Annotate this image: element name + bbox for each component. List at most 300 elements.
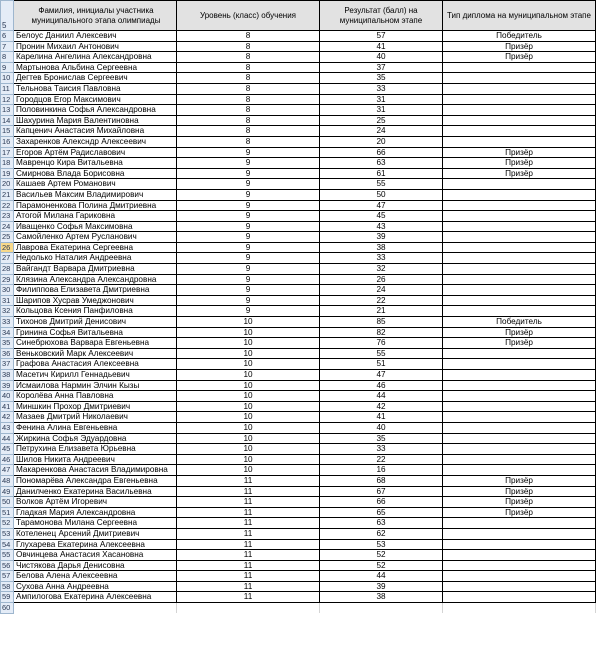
cell-diploma[interactable] xyxy=(443,242,596,253)
cell-grade[interactable]: 9 xyxy=(177,168,320,179)
table-row[interactable] xyxy=(1,105,596,116)
row-number[interactable]: 55 xyxy=(1,550,14,561)
cell-grade[interactable]: 9 xyxy=(177,158,320,169)
cell-diploma[interactable]: Победитель xyxy=(443,317,596,328)
row-number[interactable]: 18 xyxy=(1,158,14,169)
row-number[interactable]: 28 xyxy=(1,264,14,275)
row-number[interactable]: 58 xyxy=(1,581,14,592)
cell-name[interactable]: Мавренцо Кира Витальевна xyxy=(14,158,177,169)
cell-name[interactable]: Миншкин Прохор Дмитриевич xyxy=(14,401,177,412)
table-row[interactable] xyxy=(1,232,596,243)
cell-grade[interactable]: 9 xyxy=(177,147,320,158)
cell-name[interactable]: Клязина Александра Александровна xyxy=(14,274,177,285)
table-row-empty[interactable] xyxy=(1,603,596,614)
header-diploma[interactable]: Тип диплома на муниципальном этапе xyxy=(443,1,596,31)
cell-score[interactable]: 24 xyxy=(320,285,443,296)
table-row[interactable] xyxy=(1,115,596,126)
table-row[interactable] xyxy=(1,126,596,137)
table-row[interactable] xyxy=(1,31,596,42)
table-row[interactable] xyxy=(1,528,596,539)
cell-grade[interactable]: 9 xyxy=(177,211,320,222)
cell-diploma[interactable] xyxy=(443,232,596,243)
cell-diploma[interactable] xyxy=(443,179,596,190)
cell-diploma[interactable] xyxy=(443,592,596,603)
table-row[interactable] xyxy=(1,295,596,306)
empty-cell[interactable] xyxy=(14,603,177,614)
row-number[interactable]: 19 xyxy=(1,168,14,179)
cell-score[interactable]: 20 xyxy=(320,136,443,147)
cell-name[interactable]: Тихонов Дмитрий Денисович xyxy=(14,317,177,328)
cell-name[interactable]: Дегтев Бронислав Сергеевич xyxy=(14,73,177,84)
cell-name[interactable]: Пономарёва Александра Евгеньевна xyxy=(14,475,177,486)
cell-score[interactable]: 40 xyxy=(320,52,443,63)
cell-diploma[interactable] xyxy=(443,370,596,381)
cell-grade[interactable]: 8 xyxy=(177,62,320,73)
cell-diploma[interactable] xyxy=(443,94,596,105)
cell-diploma[interactable] xyxy=(443,83,596,94)
table-row[interactable] xyxy=(1,380,596,391)
cell-name[interactable]: Парамоненкова Полина Дмитриевна xyxy=(14,200,177,211)
row-number[interactable]: 23 xyxy=(1,211,14,222)
row-number[interactable]: 17 xyxy=(1,147,14,158)
cell-score[interactable]: 82 xyxy=(320,327,443,338)
table-row[interactable] xyxy=(1,179,596,190)
cell-name[interactable]: Гринина Софья Витальевна xyxy=(14,327,177,338)
row-number[interactable]: 38 xyxy=(1,370,14,381)
cell-diploma[interactable] xyxy=(443,401,596,412)
row-number[interactable]: 52 xyxy=(1,518,14,529)
cell-score[interactable]: 21 xyxy=(320,306,443,317)
cell-name[interactable]: Шахурина Мария Валентиновна xyxy=(14,115,177,126)
cell-score[interactable]: 44 xyxy=(320,571,443,582)
cell-diploma[interactable] xyxy=(443,126,596,137)
cell-diploma[interactable]: Призёр xyxy=(443,327,596,338)
table-row[interactable] xyxy=(1,136,596,147)
cell-name[interactable]: Шарипов Хусрав Умеджонович xyxy=(14,295,177,306)
cell-diploma[interactable] xyxy=(443,348,596,359)
cell-grade[interactable]: 11 xyxy=(177,475,320,486)
row-number[interactable]: 36 xyxy=(1,348,14,359)
cell-grade[interactable]: 11 xyxy=(177,560,320,571)
table-row[interactable] xyxy=(1,444,596,455)
cell-grade[interactable]: 8 xyxy=(177,31,320,42)
table-row[interactable] xyxy=(1,518,596,529)
cell-score[interactable]: 85 xyxy=(320,317,443,328)
cell-score[interactable]: 26 xyxy=(320,274,443,285)
cell-score[interactable]: 32 xyxy=(320,264,443,275)
cell-name[interactable]: Белоус Даниил Алексевич xyxy=(14,31,177,42)
cell-grade[interactable]: 9 xyxy=(177,221,320,232)
table-row[interactable] xyxy=(1,264,596,275)
cell-grade[interactable]: 11 xyxy=(177,539,320,550)
cell-name[interactable]: Капценич Анастасия Михайловна xyxy=(14,126,177,137)
empty-cell[interactable] xyxy=(320,603,443,614)
cell-name[interactable]: Ампилогова Екатерина Алексеевна xyxy=(14,592,177,603)
cell-name[interactable]: Чистякова Дарья Денисовна xyxy=(14,560,177,571)
row-number[interactable]: 42 xyxy=(1,412,14,423)
cell-score[interactable]: 62 xyxy=(320,528,443,539)
table-row[interactable] xyxy=(1,147,596,158)
cell-name[interactable]: Захаренков Алексндр Алексеевич xyxy=(14,136,177,147)
row-number[interactable]: 12 xyxy=(1,94,14,105)
cell-score[interactable]: 42 xyxy=(320,401,443,412)
cell-name[interactable]: Жиркина Софья Эдуардовна xyxy=(14,433,177,444)
row-number[interactable]: 60 xyxy=(1,603,14,614)
table-row[interactable] xyxy=(1,507,596,518)
cell-diploma[interactable] xyxy=(443,539,596,550)
cell-grade[interactable]: 11 xyxy=(177,507,320,518)
cell-diploma[interactable] xyxy=(443,306,596,317)
row-number[interactable]: 37 xyxy=(1,359,14,370)
row-number[interactable]: 16 xyxy=(1,136,14,147)
cell-score[interactable]: 67 xyxy=(320,486,443,497)
cell-grade[interactable]: 9 xyxy=(177,285,320,296)
row-number[interactable]: 10 xyxy=(1,73,14,84)
cell-score[interactable]: 66 xyxy=(320,497,443,508)
cell-name[interactable]: Котеленец Арсений Дмитриевич xyxy=(14,528,177,539)
cell-grade[interactable]: 9 xyxy=(177,179,320,190)
cell-grade[interactable]: 8 xyxy=(177,83,320,94)
cell-name[interactable]: Королёва Анна Павловна xyxy=(14,391,177,402)
cell-name[interactable]: Атогой Милана Гариковна xyxy=(14,211,177,222)
cell-grade[interactable]: 8 xyxy=(177,41,320,52)
row-number[interactable]: 11 xyxy=(1,83,14,94)
row-number[interactable]: 48 xyxy=(1,475,14,486)
row-number[interactable]: 20 xyxy=(1,179,14,190)
cell-score[interactable]: 76 xyxy=(320,338,443,349)
cell-score[interactable]: 68 xyxy=(320,475,443,486)
cell-name[interactable]: Макаренкова Анастасия Владимировна xyxy=(14,465,177,476)
cell-diploma[interactable] xyxy=(443,253,596,264)
table-row[interactable] xyxy=(1,168,596,179)
cell-grade[interactable]: 11 xyxy=(177,592,320,603)
row-number[interactable]: 5 xyxy=(1,1,14,31)
cell-diploma[interactable] xyxy=(443,518,596,529)
cell-grade[interactable]: 10 xyxy=(177,465,320,476)
row-number[interactable]: 59 xyxy=(1,592,14,603)
cell-name[interactable]: Гладкая Мария Александровна xyxy=(14,507,177,518)
cell-grade[interactable]: 10 xyxy=(177,444,320,455)
empty-cell[interactable] xyxy=(443,603,596,614)
cell-name[interactable]: Лаврова Екатерина Сергеевна xyxy=(14,242,177,253)
cell-score[interactable]: 38 xyxy=(320,242,443,253)
cell-diploma[interactable] xyxy=(443,581,596,592)
cell-grade[interactable]: 10 xyxy=(177,338,320,349)
table-row[interactable] xyxy=(1,497,596,508)
cell-grade[interactable]: 10 xyxy=(177,422,320,433)
header-grade[interactable]: Уровень (класс) обучения xyxy=(177,1,320,31)
cell-diploma[interactable]: Призёр xyxy=(443,507,596,518)
cell-score[interactable]: 52 xyxy=(320,560,443,571)
cell-name[interactable]: Карелина Ангелина Александровна xyxy=(14,52,177,63)
row-number[interactable]: 50 xyxy=(1,497,14,508)
cell-diploma[interactable] xyxy=(443,274,596,285)
cell-name[interactable]: Масетич Кирилл Геннадьевич xyxy=(14,370,177,381)
cell-grade[interactable]: 9 xyxy=(177,242,320,253)
cell-diploma[interactable] xyxy=(443,221,596,232)
header-name[interactable]: Фамилия, инициалы участника муниципального этапа олимпиады xyxy=(14,1,177,31)
row-number[interactable]: 35 xyxy=(1,338,14,349)
row-number[interactable]: 34 xyxy=(1,327,14,338)
cell-diploma[interactable] xyxy=(443,444,596,455)
cell-score[interactable]: 33 xyxy=(320,444,443,455)
cell-diploma[interactable] xyxy=(443,465,596,476)
row-number[interactable]: 49 xyxy=(1,486,14,497)
cell-diploma[interactable] xyxy=(443,571,596,582)
cell-name[interactable]: Тельнова Таисия Павловна xyxy=(14,83,177,94)
cell-name[interactable]: Петрухина Елизавета Юрьевна xyxy=(14,444,177,455)
table-row[interactable] xyxy=(1,359,596,370)
table-row[interactable] xyxy=(1,401,596,412)
row-number[interactable]: 13 xyxy=(1,105,14,116)
table-row[interactable] xyxy=(1,73,596,84)
row-number[interactable]: 15 xyxy=(1,126,14,137)
cell-score[interactable]: 31 xyxy=(320,94,443,105)
cell-grade[interactable]: 11 xyxy=(177,497,320,508)
cell-name[interactable]: Глухарева Екатерина Алексеевна xyxy=(14,539,177,550)
table-row[interactable] xyxy=(1,158,596,169)
row-number[interactable]: 44 xyxy=(1,433,14,444)
cell-score[interactable]: 57 xyxy=(320,31,443,42)
cell-name[interactable]: Данилченко Екатерина Васильевна xyxy=(14,486,177,497)
cell-grade[interactable]: 10 xyxy=(177,380,320,391)
cell-score[interactable]: 51 xyxy=(320,359,443,370)
row-number[interactable]: 43 xyxy=(1,422,14,433)
cell-name[interactable]: Веньковский Марк Алексеевич xyxy=(14,348,177,359)
cell-grade[interactable]: 10 xyxy=(177,359,320,370)
cell-name[interactable]: Кольцова Ксения Панфиловна xyxy=(14,306,177,317)
cell-name[interactable]: Вайгандт Варвара Дмитриевна xyxy=(14,264,177,275)
table-row[interactable] xyxy=(1,465,596,476)
row-number[interactable]: 54 xyxy=(1,539,14,550)
cell-grade[interactable]: 8 xyxy=(177,136,320,147)
table-row[interactable] xyxy=(1,560,596,571)
cell-grade[interactable]: 10 xyxy=(177,401,320,412)
cell-grade[interactable]: 8 xyxy=(177,115,320,126)
row-number[interactable]: 39 xyxy=(1,380,14,391)
cell-diploma[interactable] xyxy=(443,211,596,222)
cell-score[interactable]: 45 xyxy=(320,211,443,222)
cell-grade[interactable]: 11 xyxy=(177,581,320,592)
cell-diploma[interactable]: Призёр xyxy=(443,52,596,63)
cell-diploma[interactable]: Призёр xyxy=(443,158,596,169)
cell-diploma[interactable]: Призёр xyxy=(443,338,596,349)
cell-score[interactable]: 53 xyxy=(320,539,443,550)
table-row[interactable] xyxy=(1,550,596,561)
cell-score[interactable]: 50 xyxy=(320,189,443,200)
cell-score[interactable]: 63 xyxy=(320,158,443,169)
cell-grade[interactable]: 11 xyxy=(177,528,320,539)
cell-score[interactable]: 22 xyxy=(320,454,443,465)
cell-diploma[interactable]: Победитель xyxy=(443,31,596,42)
table-row[interactable] xyxy=(1,41,596,52)
cell-grade[interactable]: 9 xyxy=(177,264,320,275)
cell-diploma[interactable] xyxy=(443,295,596,306)
cell-score[interactable]: 35 xyxy=(320,433,443,444)
table-row[interactable] xyxy=(1,581,596,592)
row-number[interactable]: 25 xyxy=(1,232,14,243)
cell-name[interactable]: Половинкина Софья Александровна xyxy=(14,105,177,116)
cell-score[interactable]: 65 xyxy=(320,507,443,518)
table-row[interactable] xyxy=(1,189,596,200)
cell-grade[interactable]: 11 xyxy=(177,518,320,529)
table-row[interactable] xyxy=(1,253,596,264)
cell-grade[interactable]: 10 xyxy=(177,327,320,338)
row-number[interactable]: 14 xyxy=(1,115,14,126)
cell-name[interactable]: Недолько Наталия Андреевна xyxy=(14,253,177,264)
row-number[interactable]: 21 xyxy=(1,189,14,200)
cell-grade[interactable]: 9 xyxy=(177,200,320,211)
cell-diploma[interactable] xyxy=(443,550,596,561)
cell-grade[interactable]: 11 xyxy=(177,571,320,582)
table-row[interactable] xyxy=(1,412,596,423)
cell-score[interactable]: 47 xyxy=(320,370,443,381)
table-row[interactable] xyxy=(1,52,596,63)
table-row[interactable] xyxy=(1,62,596,73)
cell-diploma[interactable]: Призёр xyxy=(443,475,596,486)
cell-name[interactable]: Васильев Максим Владимирович xyxy=(14,189,177,200)
table-row[interactable] xyxy=(1,338,596,349)
cell-name[interactable]: Пронин Михаил Антонович xyxy=(14,41,177,52)
cell-grade[interactable]: 8 xyxy=(177,105,320,116)
table-row[interactable] xyxy=(1,200,596,211)
cell-diploma[interactable] xyxy=(443,454,596,465)
cell-diploma[interactable] xyxy=(443,136,596,147)
cell-grade[interactable]: 8 xyxy=(177,94,320,105)
cell-name[interactable]: Самойленко Артем Русланович xyxy=(14,232,177,243)
cell-score[interactable]: 24 xyxy=(320,126,443,137)
cell-grade[interactable]: 10 xyxy=(177,370,320,381)
cell-diploma[interactable] xyxy=(443,285,596,296)
row-number[interactable]: 53 xyxy=(1,528,14,539)
cell-name[interactable]: Тарамонова Милана Сергеевна xyxy=(14,518,177,529)
cell-name[interactable]: Иващенко Софья Максимовна xyxy=(14,221,177,232)
cell-score[interactable]: 41 xyxy=(320,412,443,423)
cell-score[interactable]: 35 xyxy=(320,73,443,84)
cell-grade[interactable]: 9 xyxy=(177,253,320,264)
cell-name[interactable]: Исмаилова Нармин Элчин Кызы xyxy=(14,380,177,391)
table-row[interactable] xyxy=(1,83,596,94)
row-number[interactable]: 7 xyxy=(1,41,14,52)
cell-score[interactable]: 33 xyxy=(320,253,443,264)
cell-diploma[interactable] xyxy=(443,62,596,73)
cell-grade[interactable]: 10 xyxy=(177,348,320,359)
cell-grade[interactable]: 8 xyxy=(177,52,320,63)
cell-grade[interactable]: 10 xyxy=(177,454,320,465)
cell-score[interactable]: 46 xyxy=(320,380,443,391)
table-row[interactable] xyxy=(1,94,596,105)
cell-diploma[interactable]: Призёр xyxy=(443,168,596,179)
cell-name[interactable]: Егоров Артём Радиславович xyxy=(14,147,177,158)
row-number[interactable]: 33 xyxy=(1,317,14,328)
cell-grade[interactable]: 10 xyxy=(177,391,320,402)
row-number[interactable]: 46 xyxy=(1,454,14,465)
cell-name[interactable]: Кашаев Артем Романович xyxy=(14,179,177,190)
cell-grade[interactable]: 10 xyxy=(177,412,320,423)
row-number[interactable]: 41 xyxy=(1,401,14,412)
row-number[interactable]: 29 xyxy=(1,274,14,285)
cell-score[interactable]: 52 xyxy=(320,550,443,561)
row-number[interactable]: 24 xyxy=(1,221,14,232)
row-number[interactable]: 6 xyxy=(1,31,14,42)
cell-diploma[interactable] xyxy=(443,433,596,444)
cell-grade[interactable]: 9 xyxy=(177,189,320,200)
cell-diploma[interactable] xyxy=(443,528,596,539)
cell-score[interactable]: 38 xyxy=(320,592,443,603)
cell-score[interactable]: 33 xyxy=(320,83,443,94)
row-number[interactable]: 27 xyxy=(1,253,14,264)
cell-name[interactable]: Городцов Егор Максимович xyxy=(14,94,177,105)
cell-score[interactable]: 39 xyxy=(320,232,443,243)
cell-score[interactable]: 63 xyxy=(320,518,443,529)
cell-score[interactable]: 25 xyxy=(320,115,443,126)
cell-name[interactable]: Волков Артём Игоревич xyxy=(14,497,177,508)
cell-diploma[interactable] xyxy=(443,200,596,211)
cell-score[interactable]: 61 xyxy=(320,168,443,179)
row-number[interactable]: 22 xyxy=(1,200,14,211)
cell-name[interactable]: Фенина Алина Евгеньевна xyxy=(14,422,177,433)
cell-diploma[interactable] xyxy=(443,380,596,391)
table-row[interactable] xyxy=(1,592,596,603)
cell-diploma[interactable] xyxy=(443,560,596,571)
table-row[interactable] xyxy=(1,539,596,550)
table-row[interactable] xyxy=(1,221,596,232)
row-number[interactable]: 32 xyxy=(1,306,14,317)
row-number[interactable]: 56 xyxy=(1,560,14,571)
cell-name[interactable]: Овчинцева Анастасия Хасановна xyxy=(14,550,177,561)
row-number[interactable]: 31 xyxy=(1,295,14,306)
table-row[interactable] xyxy=(1,242,596,253)
cell-grade[interactable]: 8 xyxy=(177,126,320,137)
row-number[interactable]: 47 xyxy=(1,465,14,476)
cell-name[interactable]: Синебрюхова Варвара Евгеньевна xyxy=(14,338,177,349)
table-row[interactable] xyxy=(1,370,596,381)
cell-score[interactable]: 43 xyxy=(320,221,443,232)
cell-grade[interactable]: 9 xyxy=(177,295,320,306)
row-number[interactable]: 8 xyxy=(1,52,14,63)
cell-score[interactable]: 39 xyxy=(320,581,443,592)
cell-diploma[interactable] xyxy=(443,73,596,84)
cell-diploma[interactable]: Призёр xyxy=(443,486,596,497)
cell-diploma[interactable]: Призёр xyxy=(443,41,596,52)
table-row[interactable] xyxy=(1,211,596,222)
table-row[interactable] xyxy=(1,274,596,285)
row-number[interactable]: 45 xyxy=(1,444,14,455)
cell-diploma[interactable]: Призёр xyxy=(443,497,596,508)
cell-grade[interactable]: 9 xyxy=(177,306,320,317)
cell-grade[interactable]: 11 xyxy=(177,550,320,561)
table-row[interactable] xyxy=(1,454,596,465)
cell-grade[interactable]: 10 xyxy=(177,433,320,444)
cell-score[interactable]: 55 xyxy=(320,348,443,359)
table-row[interactable] xyxy=(1,306,596,317)
cell-name[interactable]: Мартынова Альбина Сергеевна xyxy=(14,62,177,73)
row-number[interactable]: 40 xyxy=(1,391,14,402)
cell-grade[interactable]: 10 xyxy=(177,317,320,328)
cell-diploma[interactable] xyxy=(443,105,596,116)
cell-diploma[interactable] xyxy=(443,412,596,423)
row-number[interactable]: 9 xyxy=(1,62,14,73)
table-row[interactable] xyxy=(1,317,596,328)
cell-diploma[interactable] xyxy=(443,115,596,126)
empty-cell[interactable] xyxy=(177,603,320,614)
table-row[interactable] xyxy=(1,571,596,582)
table-row[interactable] xyxy=(1,327,596,338)
cell-grade[interactable]: 8 xyxy=(177,73,320,84)
cell-diploma[interactable] xyxy=(443,359,596,370)
table-row[interactable] xyxy=(1,348,596,359)
row-number[interactable]: 51 xyxy=(1,507,14,518)
